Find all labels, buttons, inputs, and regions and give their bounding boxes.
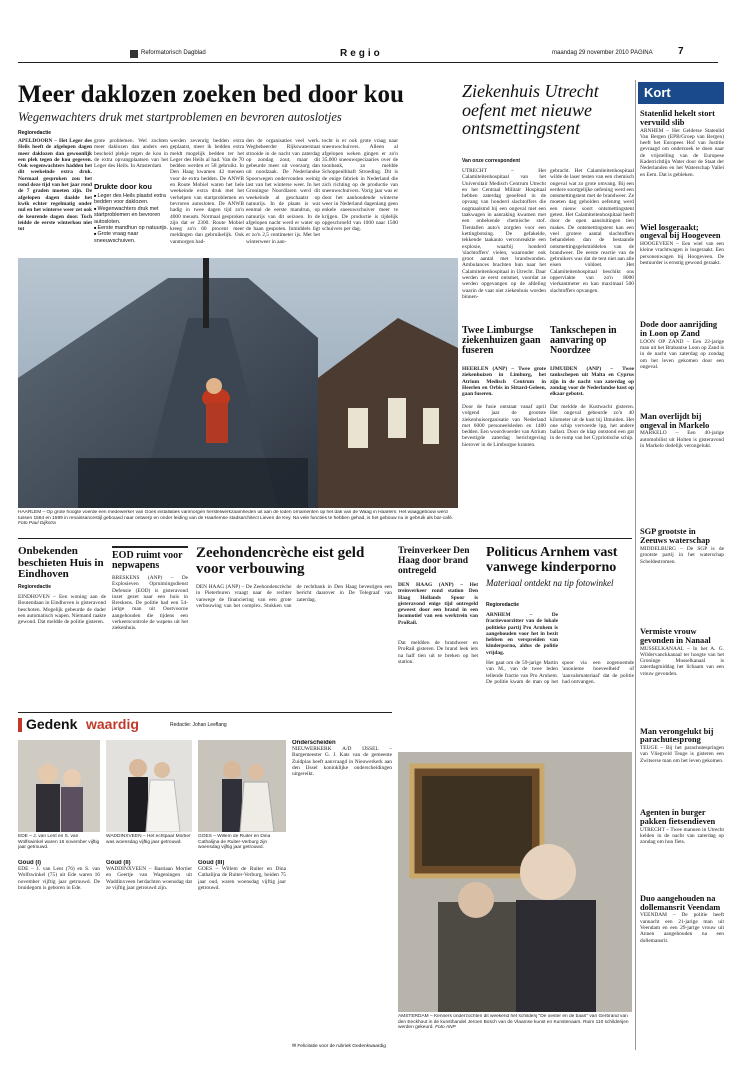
masthead bbox=[0, 0, 738, 66]
kort-item-title: SGP grootste in Zeeuws waterschap bbox=[640, 527, 711, 546]
kort-list bbox=[640, 106, 724, 1056]
arnhem-lead: ARNHEM – De fractievoorzitter van de lokale politieke partij Pro Arnhem is aangehouden voor het in bezit hebben en verspreiden van kinderporno, aldus de politie vrijdag. bbox=[486, 612, 558, 656]
kort-divider bbox=[635, 80, 636, 1050]
drukte-item: ■ Leger des Heils plaatst extra bedden voor daklozen. bbox=[94, 193, 168, 206]
gedenk-entry-title: Goud (II) bbox=[106, 860, 131, 866]
gedenk-entry-body: EDE – J. van Lent (76) en S. van Wolfswinkel (75) uit Ede waren 16 november vijftig jaar getrouwd. De bruidegom is geboren in Ede. bbox=[18, 866, 100, 891]
kort-item-title: Vermiste vrouw gevonden in Nanaal bbox=[640, 626, 711, 645]
main-subtitle: Wegenwachters druk met startproblemen en bevroren autoslotjes bbox=[18, 110, 342, 124]
kort-item bbox=[640, 413, 724, 525]
utrecht-headline: Ziekenhuis Utrecht oefent met nieuwe ontsmettingstent bbox=[462, 81, 599, 138]
utrecht-byline: Van onze correspondent bbox=[462, 158, 521, 164]
drukte-item: ■ Eerste mandhun op natuurijs. bbox=[94, 225, 168, 231]
kort-item-title: Man verongelukt bij parachutesprong bbox=[640, 726, 714, 745]
main-col5: tocht is er ook grote vraag naar sneeuwschuivers. Alleen al afgelopen weken gingen er zo'n 35.000 sneeuwspeciaaries over de toonbank, zo meldde Schoppenlhhaft Stroeding. Dit is de enige fabriek in Nederland die zich richting op de productie van sneeuwschuivers. Vorig jaar was er door het aanhoudende winterse weer in Nederland dagenlang geen enkele sneeuwschuiver meer te krijgen. De productie is tijdelijk opgeschroefd van 1000 naar 1500 schuivers per dag. bbox=[322, 138, 398, 233]
kort-item-title: Man overlijdt bij ongeval in Markelo bbox=[640, 411, 710, 430]
eod-body: BRESKENS (ANP) – De Explosieven Opruimingsdienst Defensie (EOD) is gisteravond inzet gezet naar een huis in Breskens. De politie had een 54-jarige man uit Oostvoorne aangehouden die tijdens een verkeerscontrole de wapens uit het ziekenhuis. bbox=[112, 575, 188, 632]
creche-headline: Zeehondencrèche eist geld voor verbouwing bbox=[196, 545, 365, 577]
kort-item bbox=[640, 110, 724, 220]
photo-amsterdam-caption bbox=[398, 1014, 632, 1048]
gedenk-photo-waddinxveen bbox=[106, 740, 192, 832]
masthead-rule bbox=[18, 62, 718, 63]
gedenk-accent-bar bbox=[18, 718, 22, 732]
gedenk-rule bbox=[18, 712, 392, 713]
utrecht-col1: UTRECHT – Het Calamiteitenhospitaal van het Universitair Medisch Centrum Utrecht en het Centraal Militair Hospitaal hebben zaterdag geoefend in de opvang van honderd slachtoffers die nogmaalsmd bij een ongeval met een taakwagen in aanraking kwamen met een onbekende chemische stof. Tientallen auto's zorgden voor een kettingbotsing. De gefakelde, tekkende taakauto verconreaktie een explosie, waarbij honderd 'slachtoffers' vielen, waaronder ook groot aantal met brandwonden. Ambulances brachten hun naar het Calamiteitenhospitaal in Utrecht. Daar werden ze eerst ontsmet, voordat ze werden opgevangen op de afdeling waarin de vaat niet ziekenhuis worden binnen- bbox=[462, 168, 546, 300]
tanker-body: Dat meldde de Kustwacht gisteren. Het ongeval gebeurde zo'n 40 kilometer uit de kust bij IJmuiden. Het one schip vervoerde lpg, het andere ballast. Door de klap ontstond een gat in de romp van het Cypriotische schip. bbox=[550, 404, 634, 442]
limburg-headline: Twee Limburgse ziekenhuizen gaan fuseren bbox=[462, 325, 541, 356]
gedenk-caption-goes: GOES – Willem de Ruiter en Dina Cathalijna de Ruiter-Verburg zijn woensdag vijftig jaar getrouwd. bbox=[198, 834, 271, 851]
main-headline: Meer daklozen zoeken bed door kou bbox=[18, 81, 404, 108]
kort-item-body: MIDDELBURG – De SGP is de grootste partij in het waterschap Scheldestromen. bbox=[640, 545, 724, 565]
gedenk-footer-icon: ✉ bbox=[292, 1044, 298, 1049]
gedenk-photo-waddinxveen-image bbox=[106, 740, 192, 832]
gedenk-entry-title: Goud (III) bbox=[198, 860, 225, 866]
kort-header bbox=[638, 82, 724, 104]
drukte-box-title: Drukte door kou bbox=[94, 182, 152, 191]
photo-amsterdam-credit: Foto ANP bbox=[435, 1025, 456, 1031]
gedenk-entry-body: GOES – Willem de Ruiter en Dina Cathalijna de Ruiter-Verburg, beiden 75 jaar oud, waren woensdag vijftig jaar getrouwd. bbox=[198, 866, 286, 891]
kort-item-title: Agenten in burger pakken fietsendieven bbox=[640, 808, 716, 826]
kort-item-title: Duo aangehouden na dollemansrit Veendam bbox=[640, 893, 721, 912]
photo-waag-roof bbox=[18, 258, 458, 508]
kort-item-body: UTRECHT – Twee mannen in Utrecht kelden in de nacht van zaterdag op zondag om hun fiets. bbox=[640, 826, 724, 846]
onbekenden-byline: Regioredactie bbox=[18, 584, 52, 590]
main-byline: Regioredactie bbox=[18, 130, 52, 136]
trein-lead: DEN HAAG (ANP) – Het treinverkeer rond station Den Haag Hollands Spoor is gisteravond enige tijd ontregeld geweest door een brand in een locomotief van een werktrein van ProRail. bbox=[398, 582, 478, 626]
gedenk-entry-body: WADDINXVEEN – Bastiaan Mortier en Geertje van Wageningen uit Waddinxveen herdachten woensdag dat ze vijftig jaar getrouwd zijn. bbox=[106, 866, 192, 891]
kort-item-title: Dode door aanrijding in Loon op Zand bbox=[640, 320, 718, 338]
kort-item bbox=[640, 628, 724, 724]
row2-rule bbox=[18, 538, 632, 539]
main-col3: werden zevenrig bedden extra geplaatst, meer ik bedden extra meldt mogelijk bedden ter het Leger des Heils al had. Van de 70 bedden werden er 58 gebruikt. In Den Haag kwamen 42 mensen voor de extra bedden. De ANWB en Route Mobiel waren het hele weekeinde extra druk met het verhelpen van startproblemen en bevroren autosloten. De ANWB hadig in twee dagen tijd zo'n 4000 meusm. Normaal gesproken zijn dat er 2300. Route Mobiel kreeg zo'n 60 procent meer meldingen dan gebruikelijk. Ook vanmorgen had- bbox=[170, 138, 244, 245]
kort-item-body: ARNHEM – Het Gelderse Statenlid Van Bergen (EPB/Groep van Bergen) heeft het Europees Hof van Justitie gevraagd om onderzoek te doen naar de vrijstelling van de Europese Kaderrichtlijn Water door de Staat der Nederlanden en het Waterschap Vallei en Eem. Dat is gebleken. bbox=[640, 127, 724, 178]
tanker-lead: IJMUIDEN (ANP) – Twee tankschepen uit Malta en Cyprus zijn in de nacht van zaterdag op zondag voor de Nederlandse kust op elkaar gebotst. bbox=[550, 366, 634, 398]
kort-item bbox=[640, 321, 724, 409]
kort-item-body: HOOGEVEEN – Een wiel van een kleine vrachtwagen is losgeraakt. Een personenwagen bij Hoogeveen. De bestuurder is ernstig gewond geraakt. bbox=[640, 241, 724, 267]
limburg-lead: HEERLEN (ANP) – Twee grote ziekenhuizen in Limburg, het Atrium Medisch Centrum in Heerlen en Orbis in Sittard-Geleen, gaan fuseren. bbox=[462, 366, 546, 398]
eod-box bbox=[112, 546, 188, 706]
drukte-item: ■ Grote vraag naar sneeuwschuiven. bbox=[94, 231, 168, 244]
limburg-body: Door de fusie ontstaat vanaf april volgend jaar de grootste ziekenhuisorganisatie van Nederland met 6000 personeelsleden en 1400 bedden. Een woordvoerder van Atrium bevestigde zaterdag berichtgeving hierover in de Limburgse kranten. bbox=[462, 404, 546, 448]
gedenk-photo-ede bbox=[18, 740, 100, 832]
masthead-date: maandag 29 november 2010 PAGINA bbox=[552, 50, 653, 56]
kort-item bbox=[640, 809, 724, 891]
kort-item bbox=[640, 224, 724, 318]
gedenk-footer bbox=[292, 1044, 392, 1049]
drukte-box bbox=[94, 182, 168, 250]
kort-item bbox=[640, 528, 724, 624]
onbekenden-headline: Onbekenden beschieten Huis in Eindhoven bbox=[18, 545, 104, 580]
main-col2: grote problemen. Wel zochten meer daklozen dan anders een bescheid plekje tegen de kou in de extra opvangplaatsen van het Leger des Heils. In Amsterdam bbox=[94, 138, 168, 170]
kort-item-body: TEUGE – Bij het parachutespringen van Vliegveld Teuge is gisteren een Zwitserse man om het leven gekomen. bbox=[640, 745, 724, 764]
kort-item-body: LOON OP ZAND – Een 22-jarige man uit het Brabantse Loon op Zand is in de nacht van zaterdag op zondag om het leven gekomen door een ongeval. bbox=[640, 338, 724, 370]
gedenk-footer-text: Felicitatie voor de rubriek Gedenkwaardig bbox=[297, 1044, 386, 1049]
masthead-section: Regio bbox=[340, 48, 383, 59]
onbekenden-body: EINDHOVEN – Een woning aan de Boutendaan in Eindhoven is gisteravond beschoten. Mogelijk gebeurde de dader een automatisch wapen. Niemand raakte gewond. Dat meldde de politie gisteren. bbox=[18, 594, 106, 626]
photo-amsterdam bbox=[398, 752, 632, 1012]
masthead-paper: Reformatorisch Dagblad bbox=[141, 50, 206, 56]
gedenk-editor: Redactie: Johan Leeflang bbox=[170, 722, 227, 728]
drukte-box-list bbox=[94, 193, 168, 244]
arnhem-body: Het gaat om de 59-jarige Martin van M., van de twee leden tellende fractie van Pro Arnhem. De politie kwam de man op het spoor via een zogenoemde 'anonieme hoeveelheid' of 'aanvalsmateriaal' dat de politie had ontvangen. bbox=[486, 660, 634, 685]
kort-item-body: MARKELO – Een 40-jarige automobilist uit Holten is gisteravond in Markelo dodelijk verongelukt. bbox=[640, 430, 724, 449]
kort-header-label: Kort bbox=[644, 85, 671, 100]
gedenk-photo-goes bbox=[198, 740, 286, 832]
masthead-page: 7 bbox=[678, 46, 684, 57]
photo-waag-caption-text: HAARLEM – Op grote hoogte voerde een medewerker van Goes installaties vanmorgen herstelwerkzaamheden uit aan de loden ornamenten op het dak van de Waag in Haarlem. Het waaggebouw werd tussen 1584 en 1599 in renaissancestijl gebouwd naar ontwerp en onder leiding van de Haarlemse stadsarchitect Lieven de Key. Na vele functies te hebben gehad, is het gebouw nu in gebruik als bar-café. bbox=[18, 510, 454, 521]
arnhem-byline: Regioredactie bbox=[486, 602, 520, 608]
gedenk-header-b: waardig bbox=[86, 716, 139, 732]
trein-headline: Treinverkeer Den Haag door brand ontregeld bbox=[398, 546, 470, 576]
eod-headline: EOD ruimt voor nepwapens bbox=[112, 550, 183, 571]
photo-waag-caption bbox=[18, 510, 458, 532]
utrecht-col2: gebracht. Het Calamiteitenhospitaal wilde de laser testen van een chemisch ongeval wat zo grote omvang. Bij een eerdere soortgelijke oefening werd een ontsmettingstent met de brandweer. Ze moeten dag geholden oefenmg werd een nieuw soort ontsmettingstent getest. Het Calamiteitenhospitaal heeft door de open aansluitingen tien makes. De ontsmettingstent kan een veel grotere aantal slachtoffers behandelen dan de bestaande ontsmettingsgelsmiddelen van de brandweer. De eerste reactie van de gebruikers was dat de tent niet aan alle eisen voldoet. Het Calamiteitenhospitaal beschikt ons opperviakte van zo'n 8000 vierkantmeter en kan maximaal 500 slachtoffers opvangen. bbox=[550, 168, 634, 294]
arnhem-headline: Politicus Arnhem vast vanwege kinderporno bbox=[486, 545, 618, 575]
kort-item-title: Statenlid hekelt stort vervuild slib bbox=[640, 109, 715, 127]
gedenk-caption-waddinxveen: WADDINXVEEN – Het echtpaar Mortier was woensdag vijftig jaar getrouwd. bbox=[106, 834, 191, 845]
kort-item bbox=[640, 728, 724, 806]
kort-item-body: VEENDAM – De politie heeft vannacht een 21-jarige man uit Veendam en een 29-jarige vrouw uit Annen aangehouden na een dollemansrit. bbox=[640, 912, 724, 944]
kort-item-title: Wiel losgeraakt; ongeval bij Hoogeveen bbox=[640, 222, 721, 241]
gedenk-entry bbox=[18, 860, 100, 1056]
gedenk-entry bbox=[292, 740, 392, 1040]
tanker-headline: Tankschepen in aanvaring op Noordzee bbox=[550, 325, 617, 356]
gedenk-caption-ede: EDE – J. van Lent en S. van Wolfswinkel waren 16 november vijftig jaar getrouwd. bbox=[18, 834, 100, 851]
gedenk-entry-body: NIEUWERKERK A/D IJSSEL – Burgemeester G. J. Kats van de gemeente Zuidplas heeft aanvraagd in Nieuwerkerk aan den IJssel koninklijke onderscheidingen uitgereikt. bbox=[292, 746, 392, 778]
masthead-logo-icon bbox=[130, 50, 138, 58]
gedenk-entry bbox=[198, 860, 286, 1056]
creche-body: DEN HAAG (ANP) – De Zeehondencrèche in Pieterburen vraagt naar de rechter vanwege de financiering van een grote verbouwing van het complex. Stukken van de rechtbank in Den Haag bevestigen een bericht daarover in De Telegraaf van zaterdag. bbox=[196, 584, 392, 609]
trein-body: Dat meldden de brandweer en ProRail gisteren. De brand leek iets na half tien uit te breken op het station. bbox=[398, 640, 478, 665]
kort-item-body: MUSSELKANAAL – In het A. G. Wildervanckkanaal ter hoogte van het Groninge Musselkanaal is zaterdagmiddag het lichaam van een vrouw gevonden. bbox=[640, 645, 724, 677]
gedenk-entry-title: Goud (I) bbox=[18, 860, 41, 866]
photo-amsterdam-caption-text: AMSTERDAM – Kenners onderzochten dit weekend het schilderij "De oester en de baan" van Gerbrand van den Eeckhout in de kunsthandel Jeroen Bosch van de Vlaamse kunst en Kunstenaars. Ruim 110 schilderijen werden gekeurd. bbox=[398, 1014, 629, 1031]
arnhem-subtitle: Materiaal ontdekt na tip fotowinkel bbox=[486, 578, 614, 588]
photo-waag-credit: Foto Paul Dijkstra bbox=[18, 521, 56, 527]
gedenk-photo-ede-image bbox=[18, 740, 100, 832]
photo-waag-roof-image bbox=[18, 258, 458, 508]
gedenk-entry bbox=[106, 860, 192, 1056]
photo-amsterdam-image bbox=[398, 752, 632, 1012]
gedenk-photo-goes-image bbox=[198, 740, 286, 832]
drukte-item: ■ Wegenwachters druk met startproblemen en bevroren autosloten. bbox=[94, 206, 168, 225]
main-col4: den de organisaties veel werk. Wegbeheerder Rijkswaterstaat strooide in de nacht van zaterdag op zondag zout, maar dit gebeurde meer uit voorzorg dan uit noodzaak. De Nederlandse Spoorwegen ondervonden weinig last van het winterse weer. In het Groningse Noordlaren werd dit weekeinde al geschaatst op natuurijs. In de plaats is wat eenmal de eerste mandrun, op natuurijs van dit seizoen. In de afgelopen nacht werd er water op de baan gespoten. Inmiddels ligt er zo'n 2,5 centimeter ijs. Met het winterweer in aan- bbox=[246, 138, 320, 245]
gedenk-entry-title: Onderscheiden bbox=[292, 740, 336, 746]
kort-item bbox=[640, 895, 724, 977]
main-col1: APELDOORN – Het Leger des Heils heeft de afgelopen dagen meer daklozen dan gewoonlijk een plek tegen de kou gegeven. Ook wegenwachters hadden het dit weekeinde extra druk. Normaal gesproken zou het rond deze tijd van het jaar rond de 7 graden moeten zijn. De afgelopen dagen daalde het kwik echter regelmatig onder nul en het winterse weer zet ook de keurende dagen door. Toch leidde de eerste winterkou niet tot bbox=[18, 138, 92, 233]
gedenk-header-a: Gedenk bbox=[26, 716, 78, 732]
